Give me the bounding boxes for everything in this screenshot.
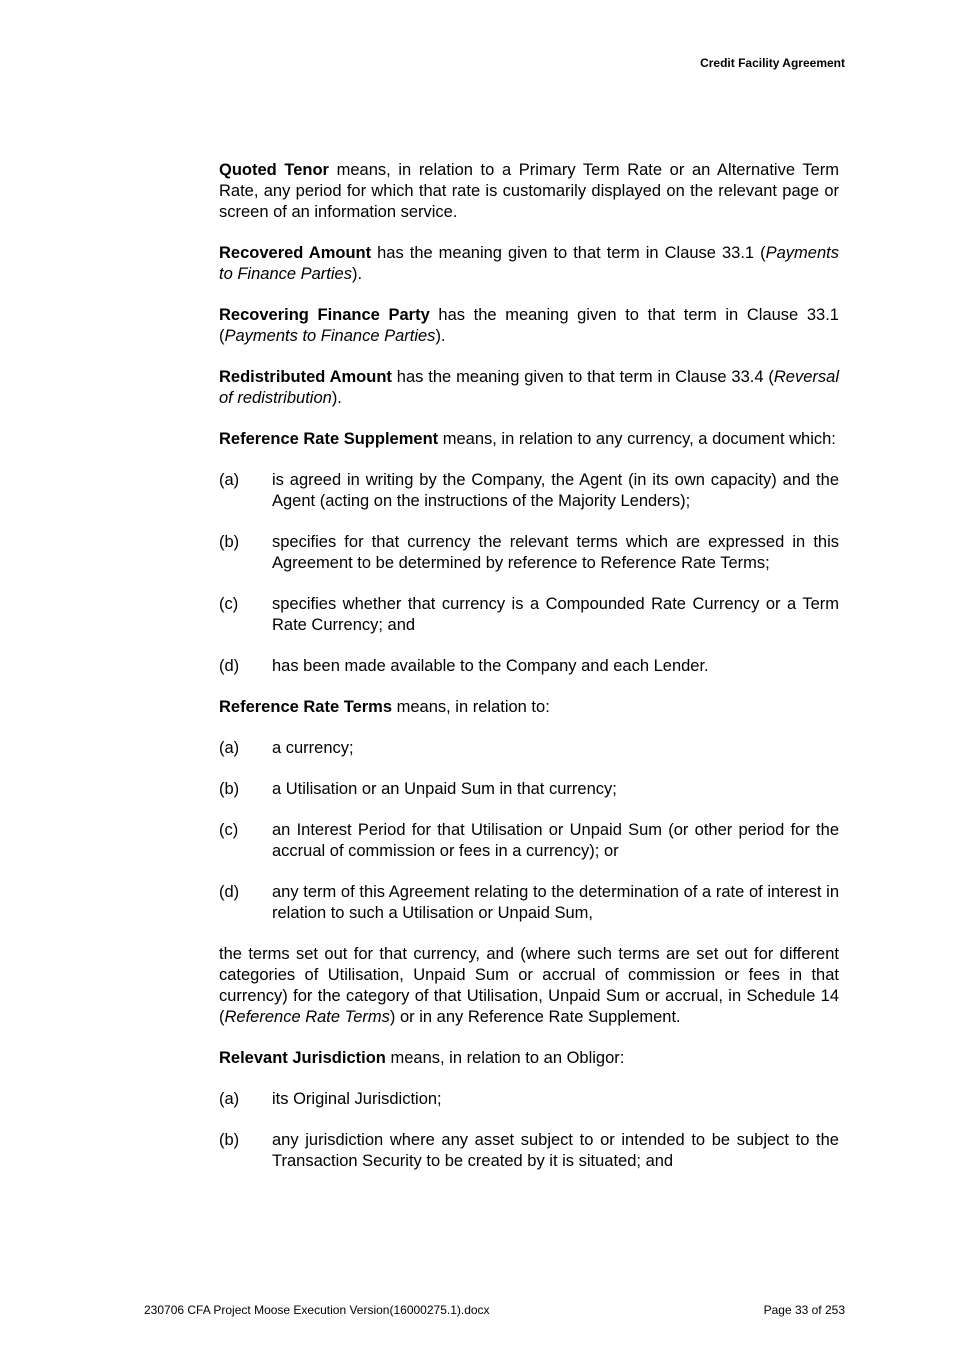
definition-text: has the meaning given to that term in Clause 33.1 ( [219, 306, 839, 345]
closing-text: the terms set out for that currency, and (where such terms are set out for different categories of Utilisation, Unpaid Sum or accrual of commission or fees in that currency) for the category of that Utilisation, Unpaid Sum or accrual, in Schedule 14 ( [219, 945, 839, 1026]
definition-text: means, in relation to: [392, 698, 550, 716]
defined-term: Recovered Amount [219, 244, 372, 262]
list-item [219, 1089, 839, 1110]
document-body [219, 160, 839, 1192]
list-item-text: a Utilisation or an Unpaid Sum in that currency; [272, 780, 617, 798]
definition-recovering-finance-party [219, 305, 839, 347]
defined-term: Recovering Finance Party [219, 306, 430, 324]
definition-recovered-amount [219, 243, 839, 285]
definition-closing-paragraph [219, 944, 839, 1028]
list-item-text: any term of this Agreement relating to the determination of a rate of interest in relation to such a Utilisation or Unpaid Sum, [272, 883, 839, 922]
list-item-text: has been made available to the Company and each Lender. [272, 657, 709, 675]
list-item-text: its Original Jurisdiction; [272, 1090, 442, 1108]
list-item-label: (d) [219, 657, 240, 675]
document-header-title: Credit Facility Agreement [700, 56, 845, 70]
definition-end: ). [351, 265, 363, 283]
list-item-label: (a) [219, 739, 240, 757]
definition-end: ). [435, 327, 446, 345]
clause-reference: Reversal of redistribution [219, 368, 839, 407]
list-item [219, 532, 839, 574]
list-item-text: specifies for that currency the relevant terms which are expressed in this Agreement to be determined by reference to Reference Rate Terms; [272, 533, 839, 572]
footer-filename: 230706 CFA Project Moose Execution Version(16000275.1).docx [144, 1303, 490, 1317]
defined-term: Reference Rate Supplement [219, 430, 439, 448]
definition-reference-rate-terms [219, 697, 839, 718]
list-item-label: (b) [219, 1131, 240, 1149]
definition-text: has the meaning given to that term in Clause 33.4 ( [391, 368, 774, 386]
definition-redistributed-amount [219, 367, 839, 409]
definition-quoted-tenor [219, 160, 839, 223]
definition-relevant-jurisdiction [219, 1048, 839, 1069]
list-item [219, 779, 839, 800]
defined-term: Redistributed Amount [219, 368, 392, 386]
list-item [219, 738, 839, 759]
list-item [219, 820, 839, 862]
defined-term: Quoted Tenor [219, 161, 329, 179]
list-item-label: (a) [219, 1090, 240, 1108]
list-item-text: a currency; [272, 739, 354, 757]
list-item-text: is agreed in writing by the Company, the Agent (in its own capacity) and the Agent (acting on the instructions of the Majority Lenders); [272, 471, 839, 510]
list-item-text: any jurisdiction where any asset subject to or intended to be subject to the Transaction Security to be created by it is situated; and [272, 1131, 839, 1170]
footer-page-number: Page 33 of 253 [763, 1303, 845, 1317]
list-item-text: specifies whether that currency is a Compounded Rate Currency or a Term Rate Currency; and [272, 595, 839, 634]
definition-text: has the meaning given to that term in Clause 33.1 ( [371, 244, 766, 262]
list-item [219, 882, 839, 924]
definition-end: ). [331, 389, 342, 407]
defined-term: Reference Rate Terms [219, 698, 393, 716]
definition-text: means, in relation to a Primary Term Rate or an Alternative Term Rate, any period for which that rate is customarily displayed on the relevant page or screen of an information service. [219, 161, 839, 221]
list-item-label: (b) [219, 780, 240, 798]
list-item [219, 656, 839, 677]
defined-term: Relevant Jurisdiction [219, 1049, 386, 1067]
definition-text: means, in relation to any currency, a document which: [438, 430, 836, 448]
clause-reference: Payments to Finance Parties [224, 327, 436, 345]
list-item [219, 594, 839, 636]
list-item-label: (c) [219, 595, 239, 613]
list-item-label: (d) [219, 883, 240, 901]
list-item-label: (c) [219, 821, 239, 839]
list-item [219, 470, 839, 512]
list-item-text: an Interest Period for that Utilisation or Unpaid Sum (or other period for the accrual of commission or fees in a currency); or [272, 821, 839, 860]
list-item [219, 1130, 839, 1172]
closing-end: ) or in any Reference Rate Supplement. [389, 1008, 681, 1026]
definition-text: means, in relation to an Obligor: [385, 1049, 625, 1067]
clause-reference: Payments to Finance Parties [219, 244, 839, 283]
clause-reference: Reference Rate Terms [224, 1008, 390, 1026]
list-item-label: (a) [219, 471, 240, 489]
definition-reference-rate-supplement [219, 429, 839, 450]
list-item-label: (b) [219, 533, 240, 551]
